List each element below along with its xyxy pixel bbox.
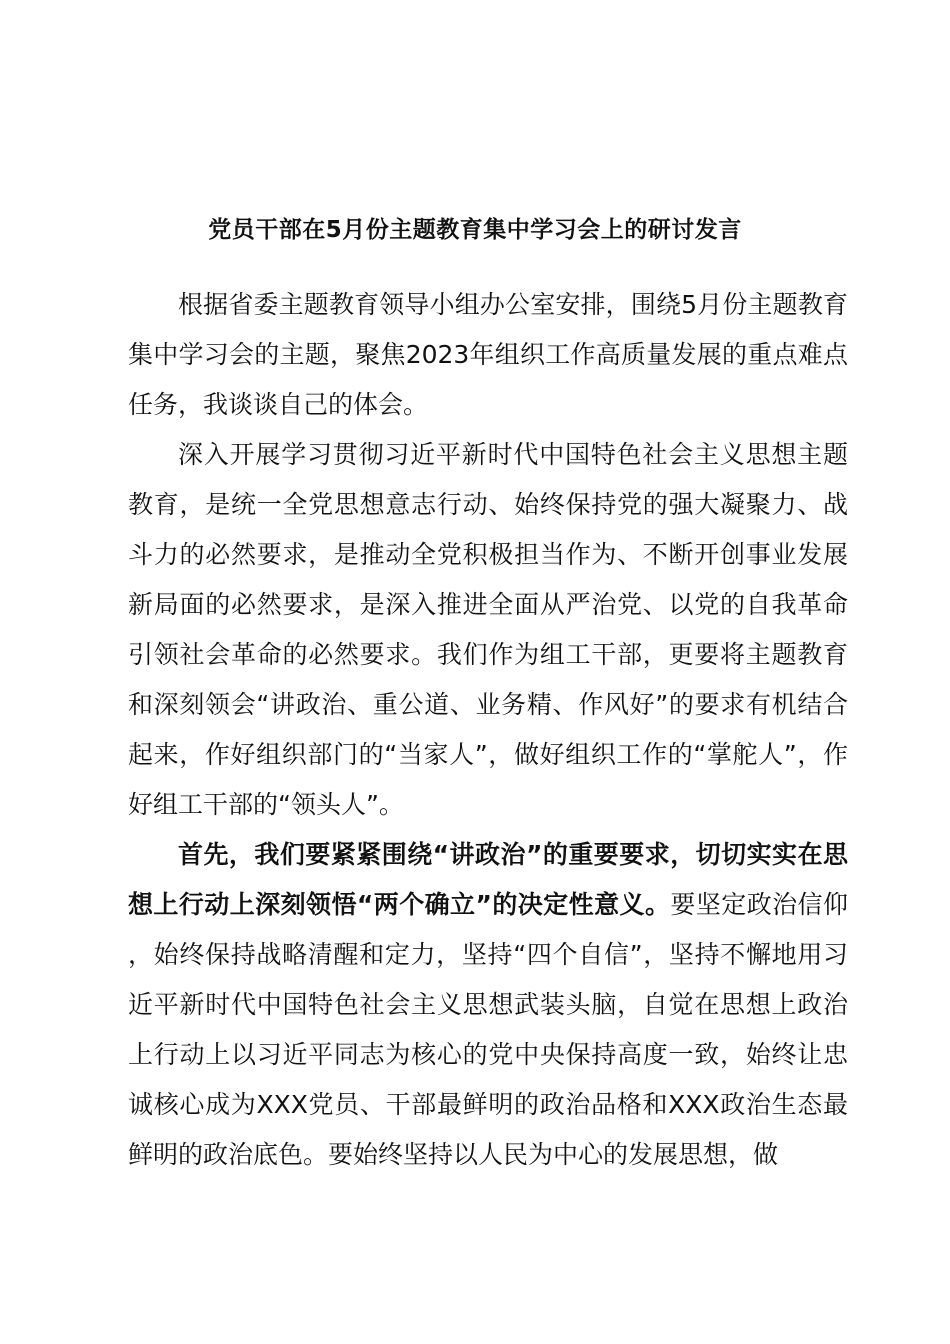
paragraph-2 [128,430,848,830]
document-title: 党员干部在5月份主题教育集中学习会上的研讨发言 [208,217,742,243]
paragraph-1 [128,280,848,430]
paragraph-3 [128,830,848,1180]
paragraph-1-text: 根据省委主题教育领导小组办公室安排，围绕5月份主题教育集中学习会的主题，聚焦2023年组织工作高质量发展的重点难点任务，我谈谈自己的体会。 [128,290,848,419]
document-body [128,280,848,1180]
paragraph-2-text: 深入开展学习贯彻习近平新时代中国特色社会主义思想主题教育，是统一全党思想意志行动、始终保持党的强大凝聚力、战斗力的必然要求，是推动全党积极担当作为、不断开创事业发展新局面的必然要求，是深入推进全面从严治党、以党的自我革命引领社会革命的必然要求。我们作为组工干部，更要将主题教育和深刻领会“讲政治、重公道、业务精、作风好”的要求有机结合起来，作好组织部门的“当家人”，做好组织工作的“掌舵人”，作好组工干部的“领头人”。 [128,440,848,819]
paragraph-3-text: 要坚定政治信仰，始终保持战略清醒和定力，坚持“四个自信”，坚持不懈地用习近平新时代中国特色社会主义思想武装头脑，自觉在思想上政治上行动上以习近平同志为核心的党中央保持高度一致，始终让忠诚核心成为XXX党员、干部最鲜明的政治品格和XXX政治生态最鲜明的政治底色。要始终坚持以人民为中心的发展思想，做 [128,890,848,1169]
paragraph-3-bold-lead: 首先，我们要紧紧围绕“讲政治”的重要要求，切切实实在思想上行动上深刻领悟“两个确立”的决定性意义。 [128,840,848,919]
